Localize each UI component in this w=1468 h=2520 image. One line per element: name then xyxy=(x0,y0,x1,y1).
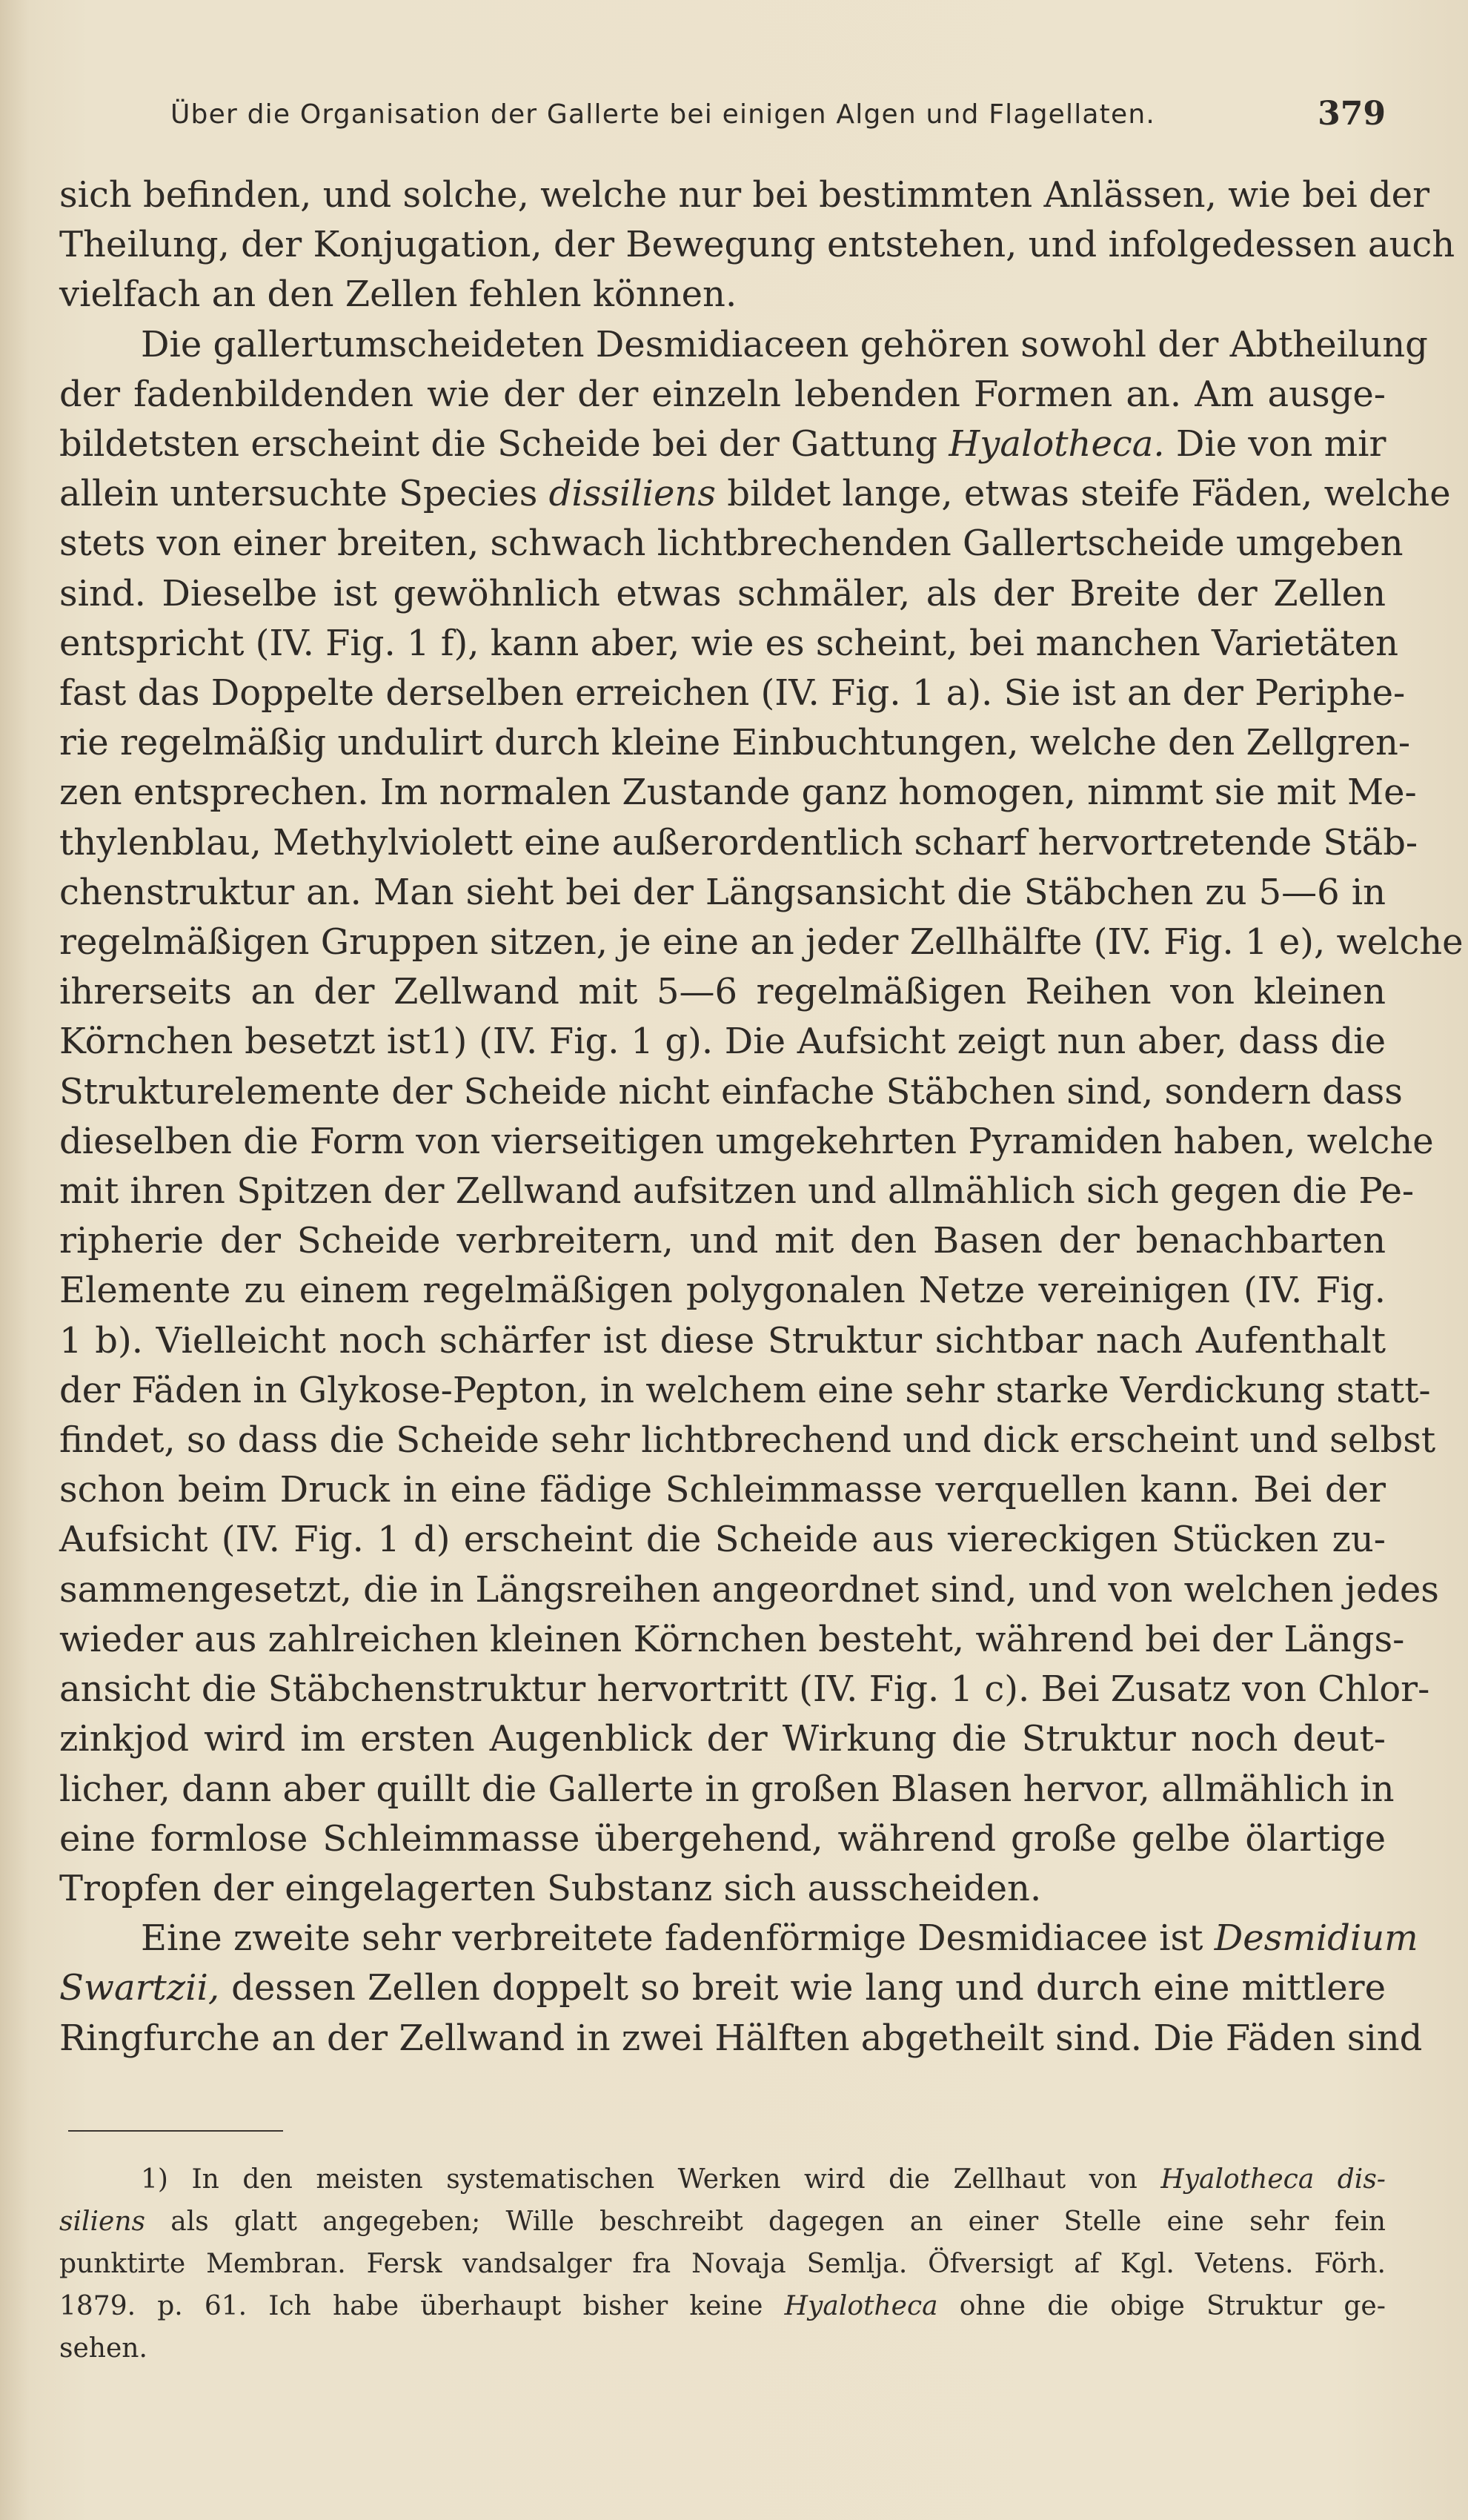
page-number: 379 xyxy=(1318,95,1386,133)
text-line: rie regelmäßig undulirt durch kleine Einbuchtungen, welche den Zellgren- xyxy=(59,722,1411,764)
paragraph-2 xyxy=(59,320,1464,1914)
text-line: ihrerseits an der Zellwand mit 5—6 regelmäßigen Reihen von kleinen xyxy=(59,971,1386,1013)
text-line: allein untersuchte Species dissiliens bildet lange, etwas steife Fäden, welche xyxy=(59,473,1451,515)
text-line: ansicht die Stäbchenstruktur hervortritt (IV. Fig. 1 c). Bei Zusatz von Chlor- xyxy=(59,1668,1430,1711)
page-header xyxy=(170,95,1386,139)
text-line: mit ihren Spitzen der Zellwand aufsitzen und allmählich sich gegen die Pe- xyxy=(59,1170,1415,1213)
footnote-line: punktirte Membran. Fersk vandsalger fra Novaja Semlja. Öfversigt af Kgl. Vetens. Förh. xyxy=(59,2249,1386,2279)
paragraph-1 xyxy=(59,170,1455,320)
text-line: der Fäden in Glykose-Pepton, in welchem eine sehr starke Verdickung statt- xyxy=(59,1369,1431,1411)
text-line: Tropfen der eingelagerten Substanz sich ausscheiden. xyxy=(59,1867,1042,1909)
text-line: Aufsicht (IV. Fig. 1 d) erscheint die Scheide aus viereckigen Stücken zu- xyxy=(59,1519,1386,1561)
text-line: stets von einer breiten, schwach lichtbrechenden Gallertscheide umgeben xyxy=(59,523,1404,565)
text-line: Swartzii, dessen Zellen doppelt so breit wie lang und durch eine mittlere xyxy=(59,1967,1386,2009)
text-line: fast das Doppelte derselben erreichen (IV. Fig. 1 a). Sie ist an der Periphe- xyxy=(59,672,1406,714)
text-line: zen entsprechen. Im normalen Zustande ganz homogen, nimmt sie mit Me- xyxy=(59,772,1417,814)
footnote xyxy=(59,2158,1386,2370)
text-line: Theilung, der Konjugation, der Bewegung entstehen, und infolgedessen auch xyxy=(59,224,1455,266)
footnote-line: 1879. p. 61. Ich habe überhaupt bisher keine Hyalotheca ohne die obige Struktur ge- xyxy=(59,2291,1386,2321)
body-text xyxy=(59,170,1464,2063)
text-line: findet, so dass die Scheide sehr lichtbrechend und dick erscheint und selbst xyxy=(59,1419,1436,1462)
text-line: schon beim Druck in eine fädige Schleimmasse verquellen kann. Bei der xyxy=(59,1469,1386,1511)
text-line: Ringfurche an der Zellwand in zwei Hälften abgetheilt sind. Die Fäden sind xyxy=(59,2017,1423,2059)
text-line: Strukturelemente der Scheide nicht einfache Stäbchen sind, sondern dass xyxy=(59,1070,1403,1113)
text-line: sich befinden, und solche, welche nur bei bestimmten Anlässen, wie bei der xyxy=(59,174,1430,216)
text-line: eine formlose Schleimmasse übergehend, während große gelbe ölartige xyxy=(59,1817,1386,1860)
text-line: entspricht (IV. Fig. 1 f), kann aber, wie es scheint, bei manchen Varietäten xyxy=(59,622,1399,664)
text-line: zinkjod wird im ersten Augenblick der Wirkung die Struktur noch deut- xyxy=(59,1718,1386,1760)
text-line: chenstruktur an. Man sieht bei der Längsansicht die Stäbchen zu 5—6 in xyxy=(59,871,1386,913)
footnote-line: sehen. xyxy=(59,2333,147,2364)
text-line: Eine zweite sehr verbreitete fadenförmige Desmidiacee ist Desmidium xyxy=(141,1917,1418,1960)
text-line: vielfach an den Zellen fehlen können. xyxy=(59,273,737,316)
footnote-rule xyxy=(68,2130,283,2132)
text-line: wieder aus zahlreichen kleinen Körnchen besteht, während bei der Längs- xyxy=(59,1618,1405,1660)
text-line: bildetsten erscheint die Scheide bei der Gattung Hyalotheca. Die von mir xyxy=(59,423,1386,465)
text-line: licher, dann aber quillt die Gallerte in großen Blasen hervor, allmählich in xyxy=(59,1768,1395,1810)
text-line: Körnchen besetzt ist1) (IV. Fig. 1 g). Die Aufsicht zeigt nun aber, dass die xyxy=(59,1021,1386,1063)
text-line: thylenblau, Methylviolett eine außerordentlich scharf hervortretende Stäb- xyxy=(59,821,1418,863)
text-line: der fadenbildenden wie der der einzeln lebenden Formen an. Am ausge- xyxy=(59,373,1386,415)
text-line: sammengesetzt, die in Längsreihen angeordnet sind, und von welchen jedes xyxy=(59,1568,1439,1611)
text-line: Elemente zu einem regelmäßigen polygonalen Netze vereinigen (IV. Fig. xyxy=(59,1270,1386,1312)
text-line: dieselben die Form von vierseitigen umgekehrten Pyramiden haben, welche xyxy=(59,1120,1434,1162)
text-line: ripherie der Scheide verbreitern, und mit den Basen der benachbarten xyxy=(59,1220,1386,1262)
footnote-line: siliens als glatt angegeben; Wille beschreibt dagegen an einer Stelle eine sehr fein xyxy=(59,2206,1386,2237)
text-line: 1 b). Vielleicht noch schärfer ist diese Struktur sichtbar nach Aufenthalt xyxy=(59,1319,1386,1362)
text-line: sind. Dieselbe ist gewöhnlich etwas schmäler, als der Breite der Zellen xyxy=(59,572,1386,614)
text-line: regelmäßigen Gruppen sitzen, je eine an jeder Zellhälfte (IV. Fig. 1 e), welche xyxy=(59,921,1464,964)
paragraph-3 xyxy=(59,1914,1423,2063)
running-head: Über die Organisation der Gallerte bei einigen Algen und Flagellaten. xyxy=(170,99,1156,130)
footnote-line: 1) In den meisten systematischen Werken wird die Zellhaut von Hyalotheca dis- xyxy=(141,2164,1386,2195)
text-line: Die gallertumscheideten Desmidiaceen gehören sowohl der Abtheilung xyxy=(141,323,1428,365)
